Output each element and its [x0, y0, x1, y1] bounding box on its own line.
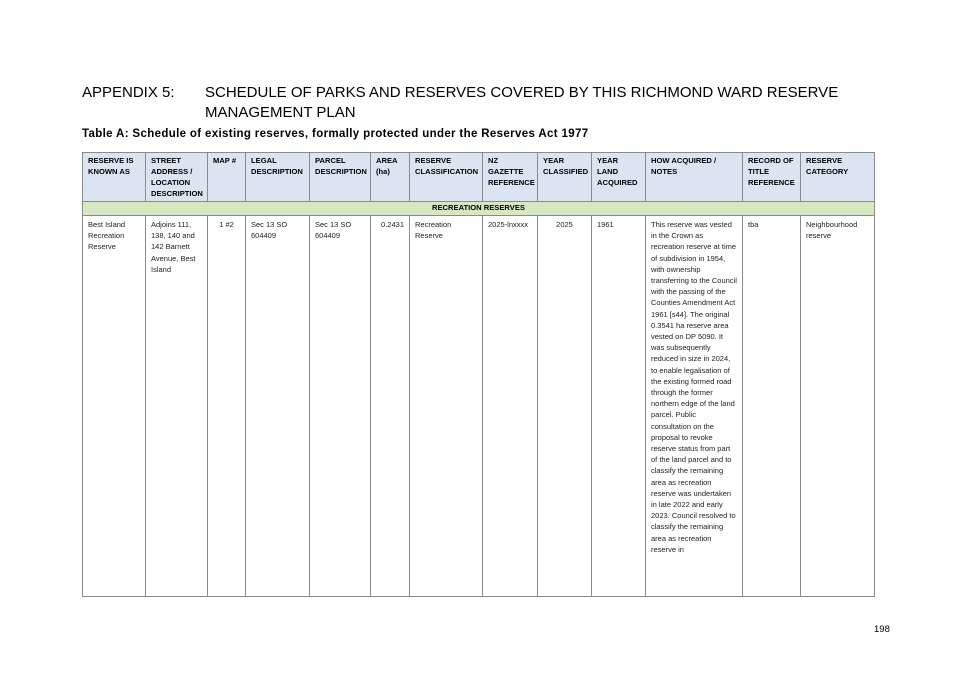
cell-address: Adjoins 111, 138, 140 and 142 Barnett Avenue, Best Island: [146, 216, 208, 597]
header-area: AREA (ha): [371, 153, 410, 202]
header-gazette: NZ GAZETTE REFERENCE: [483, 153, 538, 202]
header-address: STREET ADDRESS / LOCATION DESCRIPTION: [146, 153, 208, 202]
header-year-classified: YEAR CLASSIFIED: [538, 153, 592, 202]
cell-legal: Sec 13 SO 604409: [246, 216, 310, 597]
header-legal: LEGAL DESCRIPTION: [246, 153, 310, 202]
cell-year-classified: 2025: [538, 216, 592, 597]
header-title-ref: RECORD OF TITLE REFERENCE: [743, 153, 801, 202]
cell-parcel: Sec 13 SO 604409: [310, 216, 371, 597]
header-year-acquired: YEAR LAND ACQUIRED: [592, 153, 646, 202]
header-parcel: PARCEL DESCRIPTION: [310, 153, 371, 202]
header-classification: RESERVE CLASSIFICATION: [410, 153, 483, 202]
appendix-title: SCHEDULE OF PARKS AND RESERVES COVERED BY THIS RICHMOND WARD RESERVE MANAGEMENT PLAN: [205, 84, 839, 121]
cell-notes: This reserve was vested in the Crown as recreation reserve at time of subdivision in 1954, with ownership transferring to the Council with the passing of the Counties Amendment Act 1961 [s44]. The original 0.3541 ha reserve area vested on DP 5090. It was subsequently reduced in size in 2024, to enable legalisation of the existing formed road through the former northern edge of the land parcel. Public consultation on the proposal to revoke reserve status from part of the land parcel and to classify the remaining area as recreation reserve was undertaken in late 2022 and early 2023. Council resolved to classify the remaining area as recreation reserve in: [646, 216, 743, 597]
table-row: [83, 216, 875, 597]
cell-year-acquired: 1961: [592, 216, 646, 597]
header-category: RESERVE CATEGORY: [801, 153, 875, 202]
reserves-schedule-table: [82, 152, 875, 597]
header-map: MAP #: [208, 153, 246, 202]
section-row: [83, 202, 875, 216]
header-known-as: RESERVE IS KNOWN AS: [83, 153, 146, 202]
header-notes: HOW ACQUIRED / NOTES: [646, 153, 743, 202]
cell-category: Neighbourhood reserve: [801, 216, 875, 597]
appendix-label: APPENDIX 5:: [82, 84, 175, 101]
table-caption: Table A: Schedule of existing reserves, formally protected under the Reserves Act 1977: [82, 128, 589, 140]
cell-known-as: Best Island Recreation Reserve: [83, 216, 146, 597]
cell-classification: Recreation Reserve: [410, 216, 483, 597]
cell-gazette: 2025-lnxxxx: [483, 216, 538, 597]
cell-map: 1 #2: [208, 216, 246, 597]
page-number: 198: [874, 624, 890, 635]
cell-title-ref: tba: [743, 216, 801, 597]
section-label: RECREATION RESERVES: [83, 202, 875, 216]
table-header-row: [83, 153, 875, 202]
cell-area: 0.2431: [371, 216, 410, 597]
